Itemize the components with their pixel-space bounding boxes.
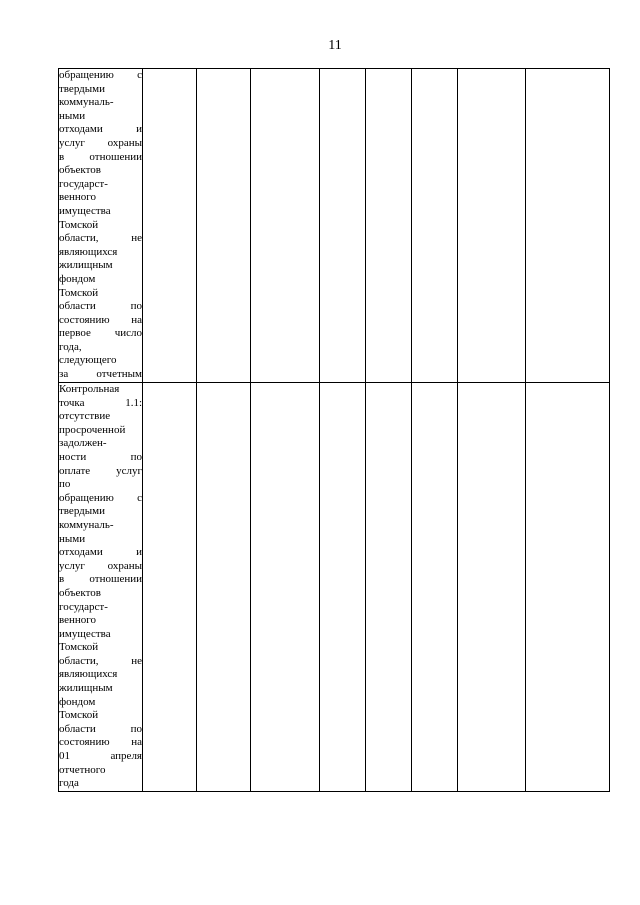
empty-cell xyxy=(458,383,526,792)
empty-cell xyxy=(143,383,197,792)
text-line: задолжен- xyxy=(59,437,107,450)
description-cell xyxy=(59,69,143,383)
text-line: точка 1.1: xyxy=(59,396,142,409)
text-line: являющихся xyxy=(59,668,118,681)
cell-text xyxy=(59,383,142,791)
text-line: области по xyxy=(59,722,142,735)
empty-cell xyxy=(251,69,320,383)
text-line: состоянию на xyxy=(59,313,142,326)
text-line: обращению с xyxy=(59,491,142,504)
text-line: Контрольная xyxy=(59,383,120,395)
text-line: отчетного xyxy=(59,763,106,776)
text-line: услуг охраны xyxy=(59,559,142,572)
text-line: имущества xyxy=(59,204,111,217)
text-line: коммуналь- xyxy=(59,96,114,109)
description-cell xyxy=(59,383,143,792)
text-line: года xyxy=(59,777,79,790)
text-line: объектов xyxy=(59,164,101,177)
text-line: государст- xyxy=(59,177,108,190)
text-line: области, не xyxy=(59,654,142,667)
text-line: оплате услуг xyxy=(59,464,142,477)
text-line: Томской xyxy=(59,286,99,299)
text-line: обращению с xyxy=(59,69,142,81)
table-row xyxy=(59,383,610,792)
text-line: отходами и xyxy=(59,546,142,559)
text-line: области, не xyxy=(59,232,142,245)
text-line: области по xyxy=(59,300,142,313)
empty-cell xyxy=(526,383,610,792)
empty-cell xyxy=(197,69,251,383)
text-line: года, xyxy=(59,340,82,353)
text-line: жилищным xyxy=(59,259,113,272)
text-line: в отношении xyxy=(59,150,142,163)
text-line: 01 апреля xyxy=(59,750,142,763)
empty-cell xyxy=(366,69,412,383)
text-line: венного xyxy=(59,614,97,627)
text-line: за отчетным xyxy=(59,368,142,381)
cell-text xyxy=(59,69,142,382)
text-line: государст- xyxy=(59,600,108,613)
page-number: 11 xyxy=(328,38,342,53)
empty-cell xyxy=(320,69,366,383)
empty-cell xyxy=(366,383,412,792)
text-line: в отношении xyxy=(59,573,142,586)
empty-cell xyxy=(458,69,526,383)
empty-cell xyxy=(412,383,458,792)
empty-cell xyxy=(251,383,320,792)
text-line: ными xyxy=(59,532,86,545)
text-line: ными xyxy=(59,109,86,122)
text-line: жилищным xyxy=(59,682,113,695)
text-line: фондом xyxy=(59,695,96,708)
text-line: венного xyxy=(59,191,97,204)
text-line: отсутствие xyxy=(59,410,111,423)
text-line: услуг охраны xyxy=(59,136,142,149)
text-line: по xyxy=(59,478,71,491)
text-line: объектов xyxy=(59,586,101,599)
text-line: первое число xyxy=(59,327,142,340)
empty-cell xyxy=(320,383,366,792)
text-line: фондом xyxy=(59,272,96,285)
empty-cell xyxy=(197,383,251,792)
table-row xyxy=(59,69,610,383)
text-line: Томской xyxy=(59,218,99,231)
text-line: состоянию на xyxy=(59,736,142,749)
text-line: коммуналь- xyxy=(59,518,114,531)
empty-cell xyxy=(526,69,610,383)
report-table xyxy=(58,68,610,792)
text-line: твердыми xyxy=(59,82,106,95)
empty-cell xyxy=(412,69,458,383)
text-line: Томской xyxy=(59,709,99,722)
text-line: следующего xyxy=(59,354,117,367)
text-line: являющихся xyxy=(59,245,118,258)
text-line: Томской xyxy=(59,641,99,654)
text-line: твердыми xyxy=(59,505,106,518)
text-line: ности по xyxy=(59,450,142,463)
text-line: просроченной xyxy=(59,423,126,436)
text-line: имущества xyxy=(59,627,111,640)
empty-cell xyxy=(143,69,197,383)
text-line: отходами и xyxy=(59,123,142,136)
